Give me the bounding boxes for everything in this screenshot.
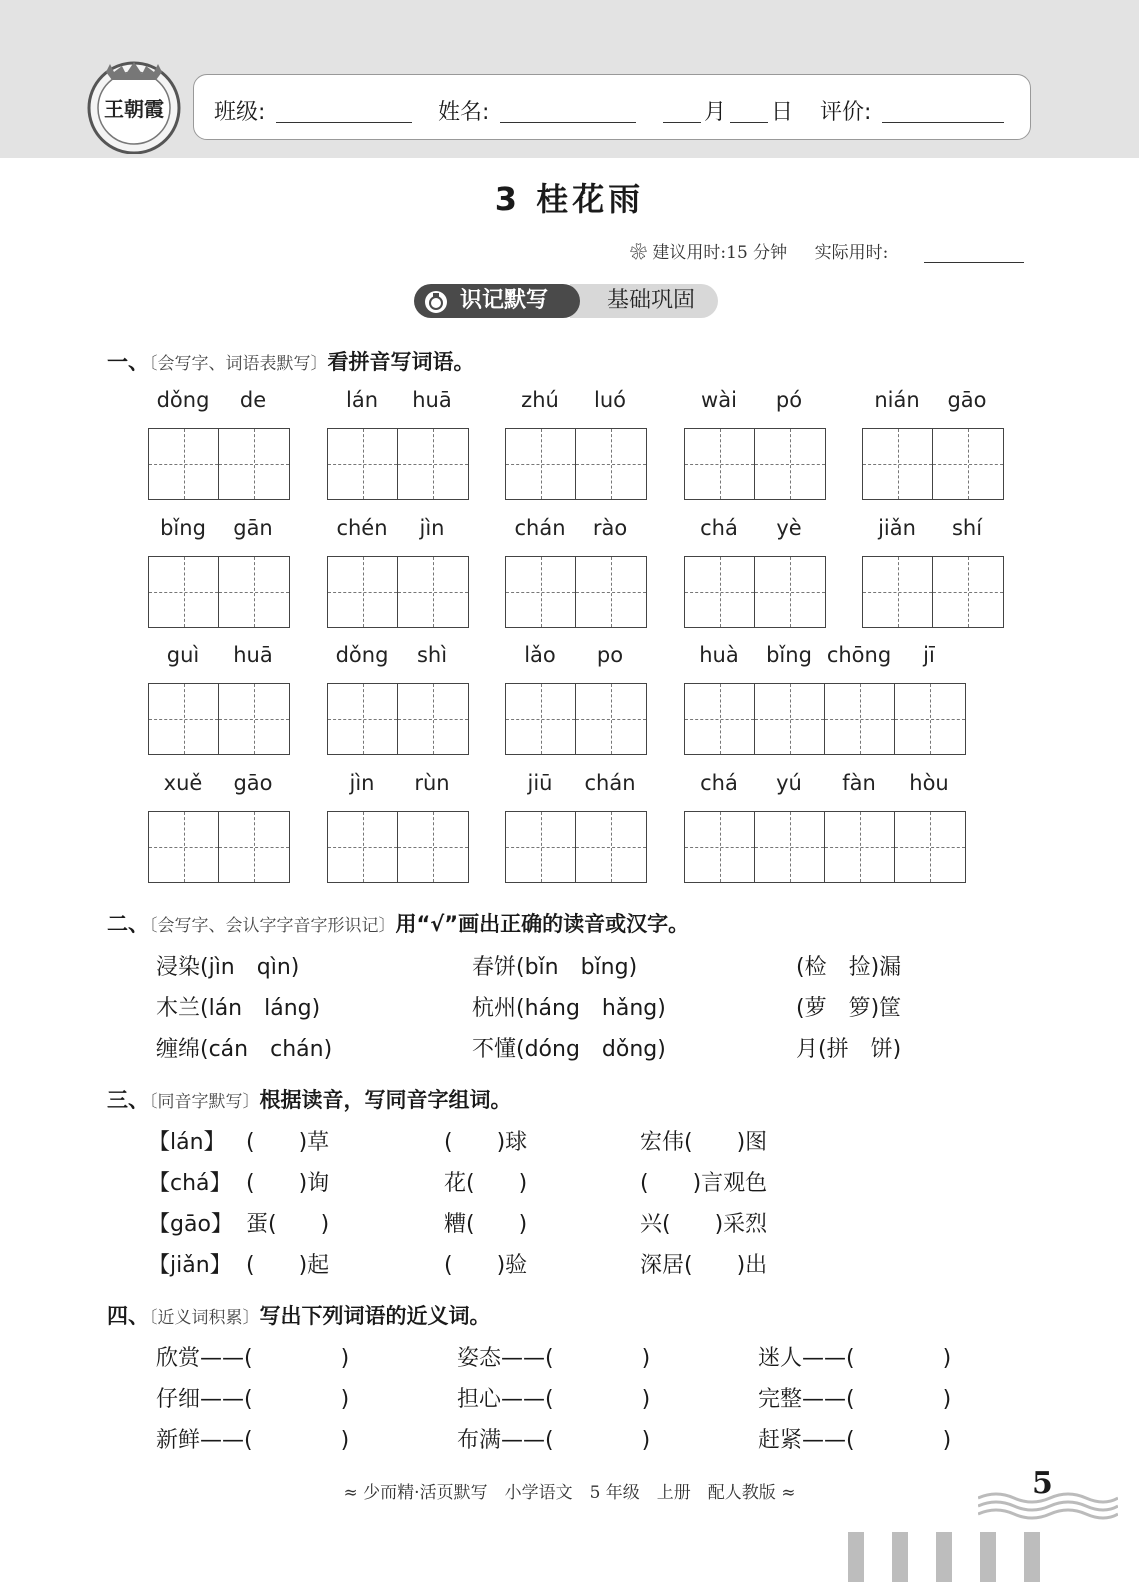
pinyin-syllable: guì	[166, 643, 200, 667]
pinyin-syllable: po	[596, 643, 624, 667]
homophone-blank[interactable]: ( )言观色	[640, 1171, 768, 1196]
section-2-instruction: 用“√”画出正确的读音或汉字。	[395, 912, 690, 936]
choice-item[interactable]: 春饼(bǐn bǐng)	[472, 955, 638, 980]
grid-cell[interactable]	[933, 429, 1003, 499]
wave-decoration	[978, 1488, 1118, 1522]
homophone-blank[interactable]: 深居( )出	[640, 1253, 768, 1278]
pinyin-syllable: gān	[233, 516, 273, 540]
pinyin-syllable: jiǎn	[878, 516, 916, 540]
grid-cell[interactable]	[219, 557, 289, 627]
choice-item[interactable]: 不懂(dóng dǒng)	[472, 1037, 666, 1062]
pinyin-syllable: rùn	[414, 771, 450, 795]
choice-item[interactable]: 浸染(jìn qìn)	[156, 955, 300, 980]
grid-cell[interactable]	[825, 684, 895, 754]
pinyin-syllable: nián	[874, 388, 920, 412]
grid-cell[interactable]	[219, 684, 289, 754]
writing-grid[interactable]	[327, 556, 469, 628]
grid-cell[interactable]	[149, 684, 219, 754]
edge-bar	[1024, 1532, 1040, 1582]
section-4-instruction: 写出下列词语的近义词。	[259, 1304, 491, 1328]
evaluation-label: 评价:	[820, 100, 872, 125]
grid-cell[interactable]	[149, 812, 219, 882]
pinyin-syllable: shì	[416, 643, 448, 667]
pinyin-syllable: gāo	[947, 388, 987, 412]
month-label: 月	[704, 100, 727, 125]
section-2-heading	[107, 908, 689, 938]
homophone-blank[interactable]: 蛋( )	[246, 1212, 330, 1237]
writing-grid[interactable]	[684, 428, 826, 500]
grid-cell[interactable]	[895, 812, 965, 882]
grid-cell[interactable]	[685, 684, 755, 754]
grid-cell[interactable]	[506, 429, 576, 499]
grid-cell[interactable]	[825, 812, 895, 882]
grid-cell[interactable]	[149, 557, 219, 627]
pinyin-syllable: rào	[592, 516, 628, 540]
synonym-blank[interactable]: 姿态——( )	[457, 1346, 651, 1371]
grid-cell[interactable]	[863, 557, 933, 627]
pinyin-syllable: luó	[594, 388, 626, 412]
grid-cell[interactable]	[685, 429, 755, 499]
grid-cell[interactable]	[149, 429, 219, 499]
section-1-number: 一、	[107, 350, 149, 374]
pinyin-syllable: chōng	[826, 643, 892, 667]
grid-cell[interactable]	[576, 684, 646, 754]
pinyin-syllable: shí	[951, 516, 983, 540]
grid-cell[interactable]	[685, 812, 755, 882]
pinyin-syllable: jī	[923, 643, 935, 667]
writing-grid[interactable]	[148, 811, 290, 883]
writing-grid[interactable]	[505, 811, 647, 883]
grid-cell[interactable]	[506, 812, 576, 882]
writing-grid[interactable]	[148, 428, 290, 500]
grid-cell[interactable]	[576, 812, 646, 882]
grid-cell[interactable]	[755, 429, 825, 499]
grid-cell[interactable]	[755, 812, 825, 882]
writing-grid[interactable]	[862, 428, 1004, 500]
choice-item[interactable]: 木兰(lán láng)	[156, 996, 321, 1021]
evaluation-field[interactable]	[882, 94, 1004, 123]
banner-right: 基础巩固	[570, 284, 718, 318]
writing-grid[interactable]	[327, 428, 469, 500]
day-label: 日	[771, 100, 794, 125]
grid-cell[interactable]	[576, 557, 646, 627]
choice-item[interactable]: (萝 箩)筐	[796, 996, 902, 1021]
pinyin-syllable: chá	[700, 771, 738, 795]
grid-cell[interactable]	[576, 429, 646, 499]
grid-cell[interactable]	[755, 557, 825, 627]
grid-cell[interactable]	[863, 429, 933, 499]
pinyin-syllable: bǐng	[766, 643, 812, 667]
grid-cell[interactable]	[328, 557, 398, 627]
homophone-pinyin: 【lán】	[148, 1130, 226, 1155]
suggested-time: 建议用时:15 分钟	[652, 243, 788, 263]
synonym-blank[interactable]: 布满——( )	[457, 1428, 651, 1453]
edge-bar	[980, 1532, 996, 1582]
writing-grid[interactable]	[327, 811, 469, 883]
pinyin-syllable: chén	[336, 516, 388, 540]
writing-grid[interactable]	[327, 683, 469, 755]
section-1-tag: 〔会写字、词语表默写〕	[149, 354, 328, 374]
grid-cell[interactable]	[685, 557, 755, 627]
writing-grid[interactable]	[148, 683, 290, 755]
choice-item[interactable]: (检 捡)漏	[796, 955, 902, 980]
pinyin-syllable: chán	[584, 771, 636, 795]
homophone-blank[interactable]: ( )草	[246, 1130, 330, 1155]
pinyin-syllable: jiū	[527, 771, 553, 795]
pinyin-syllable: de	[239, 388, 267, 412]
homophone-blank[interactable]: 宏伟( )图	[640, 1130, 768, 1155]
pinyin-syllable: bǐng	[160, 516, 206, 540]
synonym-blank[interactable]: 迷人——( )	[758, 1346, 952, 1371]
actual-time-label: 实际用时:	[814, 243, 889, 263]
writing-grid[interactable]	[505, 683, 647, 755]
homophone-pinyin: 【jiǎn】	[148, 1253, 232, 1278]
pinyin-syllable: pó	[775, 388, 803, 412]
pinyin-syllable: zhú	[521, 388, 559, 412]
synonym-blank[interactable]: 担心——( )	[457, 1387, 651, 1412]
choice-item[interactable]: 杭州(háng hǎng)	[472, 996, 666, 1021]
homophone-blank[interactable]: ( )球	[444, 1130, 528, 1155]
pinyin-syllable: xuě	[163, 771, 203, 795]
synonym-blank[interactable]: 欣赏——( )	[156, 1346, 350, 1371]
writing-grid[interactable]	[505, 428, 647, 500]
section-4-tag: 〔近义词积累〕	[149, 1308, 260, 1328]
grid-cell[interactable]	[755, 684, 825, 754]
pinyin-syllable: hòu	[909, 771, 949, 795]
grid-cell[interactable]	[398, 429, 468, 499]
homophone-blank[interactable]: 花( )	[444, 1171, 528, 1196]
pinyin-syllable: gāo	[233, 771, 273, 795]
homophone-blank[interactable]: ( )起	[246, 1253, 330, 1278]
pinyin-syllable: huà	[699, 643, 739, 667]
synonym-blank[interactable]: 仔细——( )	[156, 1387, 350, 1412]
section-3-number: 三、	[107, 1088, 149, 1112]
pinyin-syllable: jìn	[349, 771, 375, 795]
pinyin-syllable: huā	[412, 388, 452, 412]
pinyin-syllable: dǒng	[335, 643, 389, 667]
grid-cell[interactable]	[895, 684, 965, 754]
synonym-blank[interactable]: 赶紧——( )	[758, 1428, 952, 1453]
day-field[interactable]	[730, 94, 768, 123]
pinyin-syllable: huā	[233, 643, 273, 667]
section-3-instruction: 根据读音，写同音字组词。	[259, 1088, 512, 1112]
section-4-heading	[107, 1300, 491, 1330]
grid-cell[interactable]	[398, 557, 468, 627]
grid-cell[interactable]	[219, 812, 289, 882]
grid-cell[interactable]	[506, 684, 576, 754]
edge-bar	[892, 1532, 908, 1582]
month-field[interactable]	[663, 94, 701, 123]
grid-cell[interactable]	[328, 429, 398, 499]
pinyin-syllable: chán	[514, 516, 566, 540]
homophone-blank[interactable]: ( )询	[246, 1171, 330, 1196]
grid-cell[interactable]	[506, 557, 576, 627]
name-field[interactable]	[500, 94, 636, 123]
medal-icon	[424, 290, 448, 314]
pinyin-syllable: yè	[776, 516, 802, 540]
clock-icon: ❀	[630, 243, 647, 263]
grid-cell[interactable]	[219, 429, 289, 499]
section-3-tag: 〔同音字默写〕	[149, 1092, 260, 1112]
homophone-pinyin: 【chá】	[148, 1171, 232, 1196]
section-2-number: 二、	[107, 912, 149, 936]
grid-cell[interactable]	[328, 812, 398, 882]
synonym-blank[interactable]: 完整——( )	[758, 1387, 952, 1412]
writing-grid[interactable]	[684, 556, 826, 628]
grid-cell[interactable]	[398, 684, 468, 754]
writing-grid[interactable]	[684, 683, 966, 755]
homophone-pinyin: 【gāo】	[148, 1212, 233, 1237]
grid-cell[interactable]	[398, 812, 468, 882]
pinyin-syllable: jìn	[419, 516, 445, 540]
choice-item[interactable]: 月(拼 饼)	[796, 1037, 902, 1062]
lesson-title: 3 桂花雨	[494, 180, 645, 218]
pinyin-syllable: dǒng	[156, 388, 210, 412]
pinyin-syllable: lǎo	[524, 643, 556, 667]
grid-cell[interactable]	[328, 684, 398, 754]
footer-text: ≈ 少而精·活页默写 小学语文 5 年级 上册 配人教版 ≈	[343, 1483, 796, 1503]
class-field[interactable]	[276, 94, 412, 123]
choice-item[interactable]: 缠绵(cán chán)	[156, 1037, 333, 1062]
pinyin-syllable: chá	[700, 516, 738, 540]
writing-grid[interactable]	[148, 556, 290, 628]
pinyin-syllable: yú	[776, 771, 802, 795]
section-1-instruction: 看拼音写词语。	[327, 350, 475, 374]
section-3-heading	[107, 1084, 512, 1114]
class-label: 班级:	[214, 100, 266, 125]
writing-grid[interactable]	[862, 556, 1004, 628]
time-info	[630, 238, 888, 263]
pinyin-syllable: lán	[345, 388, 378, 412]
synonym-blank[interactable]: 新鲜——( )	[156, 1428, 350, 1453]
section-4-number: 四、	[107, 1304, 149, 1328]
page-number: 5	[1032, 1466, 1053, 1501]
homophone-blank[interactable]: ( )验	[444, 1253, 528, 1278]
grid-cell[interactable]	[933, 557, 1003, 627]
section-2-tag: 〔会写字、会认字字音字形识记〕	[149, 916, 396, 936]
writing-grid[interactable]	[505, 556, 647, 628]
homophone-blank[interactable]: 兴( )采烈	[640, 1212, 768, 1237]
section-1-heading	[107, 346, 475, 376]
edge-bar	[936, 1532, 952, 1582]
actual-time-field[interactable]	[924, 234, 1024, 263]
name-label: 姓名:	[438, 100, 490, 125]
svg-text:王朝霞: 王朝霞	[104, 97, 164, 121]
pinyin-syllable: fàn	[842, 771, 876, 795]
banner-left-text: 识记默写	[460, 288, 549, 313]
edge-bar	[848, 1532, 864, 1582]
writing-grid[interactable]	[684, 811, 966, 883]
pinyin-syllable: wài	[701, 388, 737, 412]
brand-logo	[86, 58, 182, 154]
homophone-blank[interactable]: 糟( )	[444, 1212, 528, 1237]
